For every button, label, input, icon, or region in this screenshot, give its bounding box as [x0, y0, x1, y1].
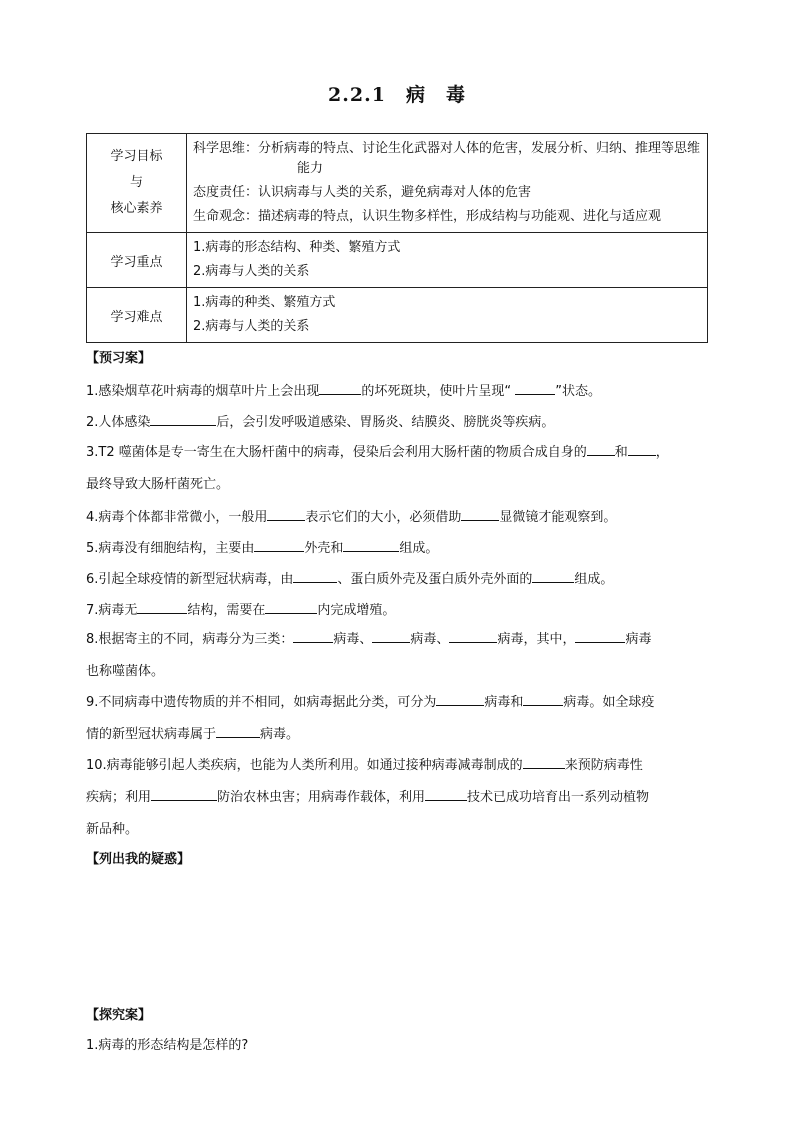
row-label-key-points: 学习重点	[87, 233, 187, 288]
goal-item: 科学思维：分析病毒的特点、讨论生化武器对人体的危害，发展分析、归纳、推理等思维能力	[193, 141, 701, 176]
answer-blank[interactable]	[343, 537, 399, 552]
goal-item: 态度责任：认识病毒与人类的关系，避免病毒对人体的危害	[193, 185, 532, 200]
section-explore: 【探究案】	[86, 1008, 152, 1023]
answer-blank[interactable]	[587, 441, 615, 456]
answer-blank[interactable]	[575, 628, 625, 643]
answer-blank[interactable]	[425, 786, 467, 801]
row-content-difficulties	[187, 288, 708, 343]
question-8: 8.根据寄主的不同，病毒分为三类： 病毒、 病毒、 病毒，其中， 病毒 也称噬菌体。	[86, 624, 710, 688]
question-10: 10.病毒能够引起人类疾病，也能为人类所利用。如通过接种病毒减毒制成的 来预防病毒性 疾病；利用 防治农林虫害；用病毒作载体，利用 技术已成功培育出一系列动植物 新品种。	[86, 750, 710, 846]
answer-blank[interactable]	[532, 568, 574, 583]
question-2: 2.人体感染 后，会引发呼吸道感染、胃肠炎、结膜炎、膀胱炎等疾病。	[86, 411, 710, 433]
row-label-difficulties: 学习难点	[87, 288, 187, 343]
row-label-goals: 学习目标 与 核心素养	[87, 134, 187, 233]
question-5: 5.病毒没有细胞结构，主要由 外壳和 组成。	[86, 537, 710, 559]
question-4: 4.病毒个体都非常微小，一般用 表示它们的大小，必须借助 显微镜才能观察到。	[86, 506, 710, 528]
answer-blank[interactable]	[319, 380, 361, 395]
key-point-item: 2.病毒与人类的关系	[193, 264, 310, 279]
page-title	[0, 80, 794, 107]
section-name: 病 毒	[405, 84, 466, 106]
answer-blank[interactable]	[449, 628, 497, 643]
row-content-goals	[187, 134, 708, 233]
answer-blank[interactable]	[523, 754, 565, 769]
answer-blank[interactable]	[254, 537, 304, 552]
answer-blank[interactable]	[293, 628, 333, 643]
learning-goals-table	[86, 133, 708, 343]
answer-blank[interactable]	[461, 506, 499, 521]
table-row	[87, 233, 708, 288]
section-number: 2.2.1	[328, 84, 386, 106]
key-point-item: 1.病毒的形态结构、种类、繁殖方式	[193, 240, 401, 255]
difficulty-item: 2.病毒与人类的关系	[193, 319, 310, 334]
section-preview: 【预习案】	[86, 351, 152, 366]
answer-blank[interactable]	[515, 380, 555, 395]
section-doubts: 【列出我的疑惑】	[86, 852, 191, 867]
table-row	[87, 134, 708, 233]
answer-blank[interactable]	[628, 441, 656, 456]
answer-blank[interactable]	[216, 723, 260, 738]
answer-blank[interactable]	[523, 691, 563, 706]
goal-item: 生命观念：描述病毒的特点，认识生物多样性，形成结构与功能观、进化与适应观	[193, 209, 662, 224]
answer-blank[interactable]	[137, 599, 187, 614]
question-7: 7.病毒无 结构，需要在 内完成增殖。	[86, 599, 710, 621]
answer-blank[interactable]	[150, 411, 216, 426]
answer-blank[interactable]	[293, 568, 337, 583]
explore-question-1: 1.病毒的形态结构是怎样的?	[86, 1038, 249, 1053]
question-9: 9.不同病毒中遗传物质的并不相同，如病毒据此分类，可分为 病毒和 病毒。如全球疫 情的新型冠状病毒属于 病毒。	[86, 687, 710, 751]
difficulty-item: 1.病毒的种类、繁殖方式	[193, 295, 336, 310]
answer-blank[interactable]	[436, 691, 484, 706]
question-6: 6.引起全球疫情的新型冠状病毒，由 、蛋白质外壳及蛋白质外壳外面的 组成。	[86, 568, 710, 590]
question-3: 3.T2 噬菌体是专一寄生在大肠杆菌中的病毒，侵染后会利用大肠杆菌的物质合成自身的 和 ， 最终导致大肠杆菌死亡。	[86, 437, 710, 501]
answer-blank[interactable]	[265, 599, 317, 614]
answer-blank[interactable]	[372, 628, 410, 643]
answer-blank[interactable]	[267, 506, 305, 521]
row-content-key-points	[187, 233, 708, 288]
table-row	[87, 288, 708, 343]
answer-blank[interactable]	[151, 786, 217, 801]
question-1: 1.感染烟草花叶病毒的烟草叶片上会出现 的坏死斑块，使叶片呈现“ ”状态。	[86, 380, 710, 402]
